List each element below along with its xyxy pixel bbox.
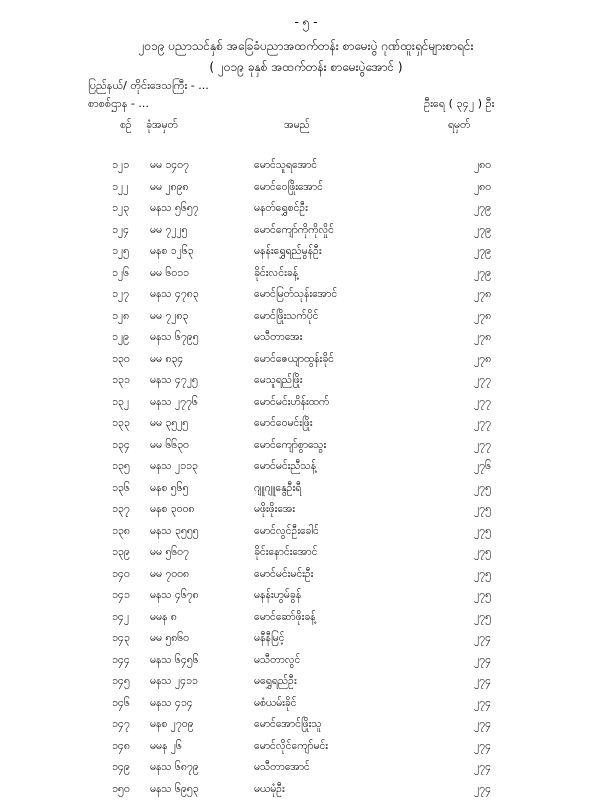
- row-number: ၁၄၈: [112, 740, 130, 755]
- table-row: [0, 611, 612, 633]
- marks-value: ၂၇၅: [474, 503, 491, 518]
- row-number: ၁၄၃: [112, 632, 130, 647]
- row-number: ၁၃၂: [112, 396, 129, 411]
- row-number: ၁၂၁: [112, 159, 129, 174]
- roll-number: မမ ၆၆၃၀: [150, 439, 189, 454]
- student-name: မနတ်ရွှေစင်ဦး: [254, 202, 308, 217]
- marks-value: ၂၇၄: [474, 783, 491, 798]
- table-row: [0, 525, 612, 547]
- row-number: ၁၃၄: [112, 439, 130, 454]
- roll-number: မနသ ၃၅၅၅: [150, 525, 199, 540]
- table-row: [0, 697, 612, 719]
- row-number: ၁၂၂: [112, 181, 128, 196]
- student-name: ခိုင်းလင်းခန့်: [254, 267, 298, 282]
- table-row: [0, 546, 612, 568]
- student-name: မေသူရည်ဖြိုး: [254, 374, 302, 389]
- table-row: [0, 503, 612, 525]
- student-name: မသီတာလွင်: [254, 654, 300, 669]
- marks-value: ၂၇၅: [474, 568, 491, 583]
- student-name: မဖိုးဖိုးအေး: [254, 503, 295, 518]
- table-row: [0, 224, 612, 246]
- student-name: မောင်ကျော်စွာသွေး: [254, 439, 326, 454]
- student-name: မောင်မြတ်သုန်းအောင်: [254, 288, 337, 303]
- column-header-roll: ခုံအမှတ်: [146, 119, 178, 134]
- marks-value: ၂၇၈: [474, 353, 491, 368]
- roll-number: မနစ ၂၇၀၉: [150, 718, 194, 733]
- table-row: [0, 654, 612, 676]
- table-row: [0, 783, 612, 804]
- marks-value: ၂၇၇: [474, 374, 491, 389]
- student-name: မောင်မင်းဟိန်းထက်: [254, 396, 329, 411]
- table-row: [0, 159, 612, 181]
- row-number: ၁၄၀: [112, 568, 130, 583]
- roll-number: မမ ၃၅၂၅: [150, 417, 188, 432]
- roll-number: မမ ၇၂၈၃: [150, 310, 188, 325]
- row-number: ၁၂၄: [112, 224, 129, 239]
- roll-number: မနသ ၄၇၈၃: [150, 288, 199, 303]
- total-count: ဦးရေ ( ၃၄၂ ) ဦး: [424, 97, 494, 113]
- row-number: ၁၃၈: [112, 525, 130, 540]
- row-number: ၁၄၅: [112, 675, 130, 690]
- row-number: ၁၃၆: [112, 482, 130, 497]
- marks-value: ၂၇၄: [474, 675, 491, 690]
- marks-value: ၂၇၅: [474, 611, 491, 626]
- table-row: [0, 288, 612, 310]
- row-number: ၁၂၆: [112, 267, 129, 282]
- region-label: ပြည်နယ်/ တိုင်းဒေသကြီး - ...: [88, 79, 209, 95]
- row-number: ၁၃၁: [112, 374, 130, 389]
- row-number: ၁၂၇: [112, 288, 129, 303]
- table-row: [0, 202, 612, 224]
- marks-value: ၂၇၄: [474, 718, 491, 733]
- roll-number: မနသ ၆၉၅၃: [150, 783, 199, 798]
- row-number: ၁၃၀: [112, 353, 130, 368]
- student-name: ခိုင်းနောင်းအောင်: [254, 546, 317, 561]
- student-name: မနီနီမြင့်: [254, 632, 284, 647]
- marks-value: ၂၇၈: [474, 288, 491, 303]
- student-name: မောင်အောင်ဖြိုးသူ: [254, 718, 322, 733]
- student-name: မသီတာအောင်: [254, 761, 310, 776]
- roll-number: မနသ ၆၄၅၆: [150, 654, 199, 669]
- marks-value: ၂၇၉: [474, 267, 491, 282]
- row-number: ၁၄၆: [112, 697, 130, 712]
- roll-number: မမ ၇၀၀၈: [150, 568, 189, 583]
- roll-number: မမ ၅၈၆၀: [150, 632, 189, 647]
- marks-value: ၂၇၅: [474, 482, 491, 497]
- student-name: မောင်လွင်ဦးခေါင်: [254, 525, 319, 540]
- table-row: [0, 632, 612, 654]
- student-name: မောင်ဖြိုးသက်ပိုင်: [254, 310, 319, 325]
- row-number: ၁၂၉: [112, 331, 129, 346]
- table-row: [0, 568, 612, 590]
- roll-number: မနသ ၄၇၂၅: [150, 374, 198, 389]
- student-name: မသီတာအေး: [254, 331, 302, 346]
- table-row: [0, 439, 612, 461]
- document-title: ၂၀၁၉ ပညာသင်နှစ် အခြေခံပညာအထက်တန်း စာမေးပွဲ ဂုဏ်ထူးရှင်များစာရင်း: [0, 38, 612, 56]
- table-row: [0, 374, 612, 396]
- roll-number: မမ ၂၈၉၈: [150, 181, 188, 196]
- column-header-name: အမည်: [284, 119, 310, 134]
- student-name: ဂျူဂျူနွေဦးရီ: [254, 482, 301, 497]
- row-number: ၁၄၂: [112, 611, 129, 626]
- roll-number: မမ ၁၄၀၇: [150, 159, 189, 174]
- marks-value: ၂၇၇: [474, 417, 491, 432]
- table-row: [0, 482, 612, 504]
- table-row: [0, 675, 612, 697]
- marks-value: ၂၈၀: [474, 181, 491, 196]
- marks-value: ၂၇၈: [474, 331, 491, 346]
- row-number: ၁၄၉: [112, 761, 130, 776]
- roll-number: မနစ ၁၂၆၃: [150, 245, 194, 260]
- marks-value: ၂၇၅: [474, 589, 491, 604]
- table-row: [0, 245, 612, 267]
- row-number: ၁၂၈: [112, 310, 129, 325]
- table-row: [0, 718, 612, 740]
- marks-value: ၂၇၇: [474, 439, 491, 454]
- roll-number: မနသ ၂၄၁၁: [150, 675, 198, 690]
- marks-value: ၂၇၆: [474, 460, 491, 475]
- student-name: မောင်သူရအောင်: [254, 159, 317, 174]
- roll-number: မမ ၅၆၀၇: [150, 546, 189, 561]
- roll-number: မနသ ၅၆၅၇: [150, 202, 199, 217]
- student-name: မနန်းဟွမ်ခွန်: [254, 589, 301, 604]
- marks-value: ၂၇၅: [474, 546, 491, 561]
- row-number: ၁၄၇: [112, 718, 130, 733]
- student-name: မောင်မင်းညီသန့်: [254, 460, 316, 475]
- marks-value: ၂၇၄: [474, 697, 491, 712]
- row-number: ၁၃၇: [112, 503, 130, 518]
- roll-number: မနသ ၆၇၉၅: [150, 331, 199, 346]
- row-number: ၁၄၁: [112, 589, 130, 604]
- table-row: [0, 353, 612, 375]
- student-name: မောင်ဝေမင်းဖြိုး: [254, 417, 312, 432]
- marks-value: ၂၈၀: [474, 159, 491, 174]
- roll-number: မမန ၈: [150, 611, 177, 626]
- row-number: ၁၂၅: [112, 245, 129, 260]
- marks-value: ၂၇၄: [474, 740, 491, 755]
- marks-value: ၂၇၄: [474, 654, 491, 669]
- table-row: [0, 740, 612, 762]
- student-name: မောင်မင်းမင်းဦး: [254, 568, 313, 583]
- student-name: မရွှေရည်ဦး: [254, 675, 297, 690]
- roll-number: မနသ ၆၈၇၉: [150, 761, 199, 776]
- table-row: [0, 460, 612, 482]
- student-name: မောင်ဇေယျာထွန်းခိုင်: [254, 353, 334, 368]
- roll-number: မနသ ၄၁၄: [150, 697, 193, 712]
- roll-number: မမ ၈၃၄: [150, 353, 183, 368]
- table-row: [0, 417, 612, 439]
- student-name: မောင်ကျော်ကိုကိုလှိုင်: [254, 224, 334, 239]
- student-name: မယမုံဦး: [254, 783, 285, 798]
- student-name: မောင်လိုင်ကျော်မင်း: [254, 740, 328, 755]
- student-name: မနန်းရွှေရည်မွန်ဦး: [254, 245, 322, 260]
- table-row: [0, 310, 612, 332]
- roll-number: မနသ ၂၇၇၆: [150, 396, 198, 411]
- roll-number: မနစ ၃၀၀၈: [150, 503, 194, 518]
- roll-number: မမ ၇၂၂၅: [150, 224, 187, 239]
- column-header-no: စဉ်: [120, 119, 132, 134]
- document-subtitle: ( ၂၀၁၉ ခုနှစ် အထက်တန်း စာမေးပွဲအောင် ): [0, 59, 612, 77]
- roll-number: မမ ၆၀၁၁: [150, 267, 189, 282]
- row-number: ၁၃၃: [112, 417, 130, 432]
- row-number: ၁၃၅: [112, 460, 130, 475]
- roll-number: မနသ ၄၆၇၈: [150, 589, 199, 604]
- exam-center-label: စာစစ်ဌာန - ...: [88, 97, 149, 113]
- row-number: ၁၅၀: [112, 783, 130, 798]
- row-number: ၁၄၄: [112, 654, 130, 669]
- student-name: မစံယမ်းခိုင်: [254, 697, 297, 712]
- roll-number: မနသ ၂၁၁၃: [150, 460, 198, 475]
- marks-value: ၂၇၈: [474, 310, 491, 325]
- table-row: [0, 396, 612, 418]
- student-name: မောင်ဝေဖြိုးအောင်: [254, 181, 323, 196]
- marks-value: ၂၇၇: [474, 396, 491, 411]
- roll-number: မနစ ၅၆၅: [150, 482, 188, 497]
- table-row: [0, 589, 612, 611]
- column-header-marks: ရမှတ်: [448, 119, 470, 134]
- marks-value: ၂၇၉: [474, 202, 491, 217]
- page-number: - ၅ -: [0, 14, 612, 32]
- table-row: [0, 267, 612, 289]
- marks-value: ၂၇၉: [474, 245, 491, 260]
- row-number: ၁၂၃: [112, 202, 129, 217]
- roll-number: မမန ၂၆: [150, 740, 182, 755]
- student-name: မောင်ဆော်ဖိုးခန့်: [254, 611, 316, 626]
- table-row: [0, 181, 612, 203]
- marks-value: ၂၇၉: [474, 224, 491, 239]
- table-row: [0, 761, 612, 783]
- marks-value: ၂၇၄: [474, 632, 491, 647]
- marks-value: ၂၇၅: [474, 525, 491, 540]
- marks-value: ၂၇၄: [474, 761, 491, 776]
- results-table: [0, 159, 612, 804]
- table-row: [0, 331, 612, 353]
- row-number: ၁၃၉: [112, 546, 130, 561]
